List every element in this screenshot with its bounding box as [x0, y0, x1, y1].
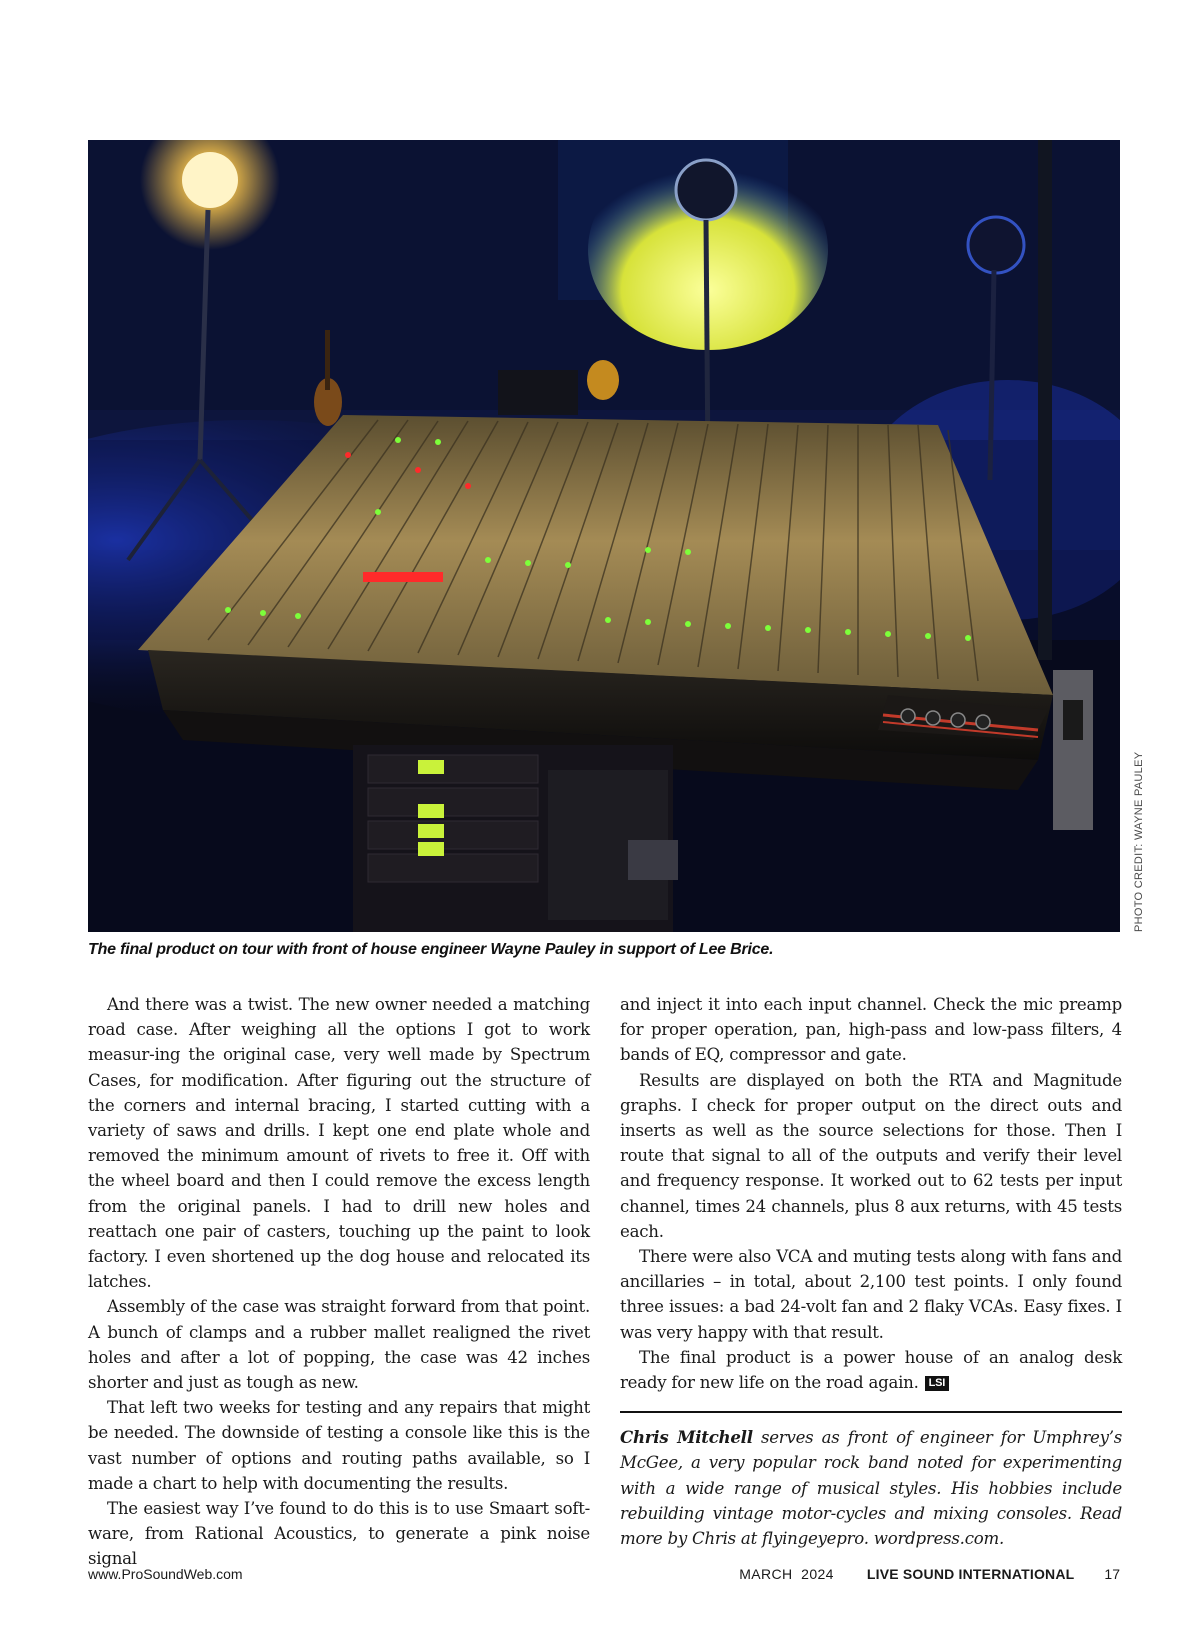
- photo-credit: PHOTO CREDIT: WAYNE PAULEY: [1133, 751, 1145, 932]
- article-closing-text: The final product is a power house of an analog desk ready for new life on the road again.: [620, 1347, 1122, 1393]
- article-paragraph: Assembly of the case was straight forward from that point. A bunch of clamps and a rubber mallet realigned the rivet holes and after a lot of popping, the case was 42 inches shorter and just as tough as new.: [88, 1297, 590, 1393]
- author-bio: [620, 1425, 1122, 1551]
- article-right-column: [620, 992, 1122, 1551]
- article-paragraph: There were also VCA and muting tests along with fans and ancillaries – in total, about 2,100 test points. I only found three issues: a bad 24-volt fan and 2 flaky VCAs. Easy fixes. I was very happy with that result.: [620, 1247, 1122, 1342]
- footer-url: www.ProSoundWeb.com: [88, 1566, 243, 1582]
- page-number: 17: [1104, 1566, 1120, 1582]
- article-paragraph-continued: and inject it into each input channel. Check the mic preamp for proper operation, pan, high-pass and low-pass filters, 4 bands of EQ, compressor and gate.: [620, 995, 1122, 1065]
- article-paragraph: The easiest way I’ve found to do this is to use Smaart soft-ware, from Rational Acoustics, to generate a pink noise signal: [88, 1499, 590, 1569]
- article-closing-paragraph: [620, 1345, 1122, 1395]
- author-bio-text: serves as front of engineer for Umphrey’s McGee, a very popular rock band noted for experimenting with a wide range of musical styles. His hobbies include rebuilding vintage motor-cycles and mixing consoles. Read more by Chris at flyingeyepro. wordpress.com.: [620, 1428, 1122, 1549]
- footer-right: [739, 1566, 1120, 1582]
- bio-divider: [620, 1411, 1122, 1413]
- article-left-column: [88, 992, 590, 1572]
- console-photo: [88, 140, 1120, 932]
- console-photo-illustration: [88, 140, 1120, 932]
- article-paragraph: And there was a twist. The new owner needed a matching road case. After weighing all the options I got to work measur-ing the original case, very well made by Spectrum Cases, for modification. After figuring out the structure of the corners and internal bracing, I started cutting with a variety of saws and drills. I kept one end plate whole and removed the minimum amount of rivets to free it. Off with the wheel board and then I could remove the excess length from the original panels. I had to drill new holes and reattach one pair of casters, touching up the paint to look factory. I even shortened up the dog house and relocated its latches.: [88, 995, 590, 1292]
- footer-date: MARCH 2024: [739, 1566, 834, 1582]
- footer-publication: LIVE SOUND INTERNATIONAL: [866, 1566, 1075, 1582]
- article-paragraph: That left two weeks for testing and any repairs that might be needed. The downside of testing a console like this is the vast number of options and routing paths available, so I made a chart to help with documenting the results.: [88, 1398, 590, 1493]
- article-paragraph: Results are displayed on both the RTA and Magnitude graphs. I check for proper output on the direct outs and inserts as well as the source selections for those. Then I route that signal to all of the outputs and verify their level and frequency response. It worked out to 62 tests per input channel, times 24 channels, plus 8 aux returns, with 45 tests each.: [620, 1070, 1122, 1241]
- photo-caption: The final product on tour with front of house engineer Wayne Pauley in support of Lee Brice.: [88, 941, 774, 958]
- author-name: Chris Mitchell: [620, 1427, 753, 1448]
- end-badge: LSI: [925, 1376, 949, 1391]
